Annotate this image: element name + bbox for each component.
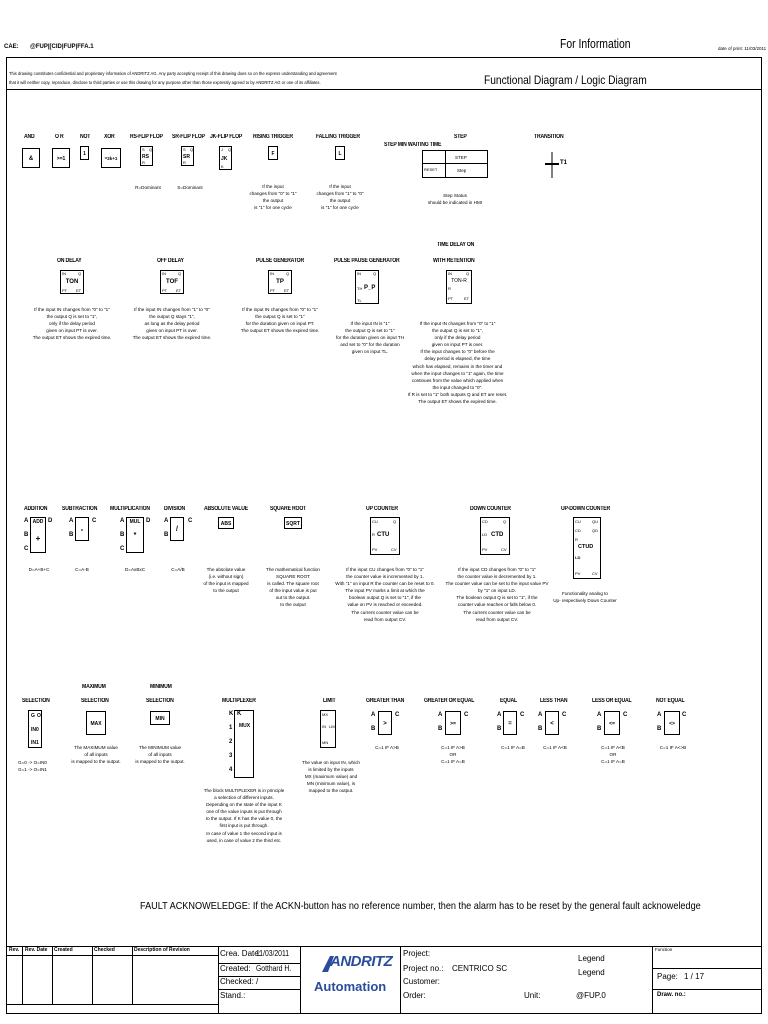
customer-label: Customer:: [403, 977, 440, 986]
square-root-title: SQUARE ROOT: [270, 506, 307, 512]
retention-desc: If the input IN changes from "0" to "1" the output Q is set to "1", only if the delay period given on input PT is over. If the input changes to "0" before the delay period is elapsed, the time which has elapsed, remains in the timer and when the input changes to "1" again, the time continues from the value which applied when the input changed to "0". If R is set to "1" both outputs Q and ET are reset. The output ET shows the expired time.: [407, 321, 508, 405]
limit-block: MX IN LIM MN: [320, 710, 336, 748]
step-symbol: STEP: [455, 155, 467, 160]
ne-block: <>: [664, 711, 680, 735]
eq-eq: C=1 IF A=B: [501, 745, 525, 750]
created-header: Created: [54, 947, 73, 953]
falling-desc: If the input changes from "1" to "0" the output is "1" for one cycle: [316, 184, 364, 211]
sqrt-desc: The mathematical function SQUARE ROOT is called. The square root of the input value is put out to the output. to the output: [266, 567, 320, 608]
up-counter-desc: If the input CU changes from "0" to "1" the counter value is incremented by 1. With "1" on input R the counter can be reset to 0. The input PV marks a limit at which the boolean output Q is set to "1", if the value on PV is reached or exceeded. The current counter value can be read from output CV.: [335, 567, 435, 622]
retention-title-1: TIME DELAY ON: [437, 242, 475, 248]
limit-title: LIMIT: [323, 698, 336, 704]
ton-r-block: IN Q TON-R R PT ET: [446, 270, 472, 304]
transition-title: TRANSITION: [534, 134, 564, 140]
transition-label: T1: [560, 160, 568, 166]
sr-flipflop: [181, 146, 194, 166]
ton-block: IN Q TON PT ET: [60, 270, 84, 294]
add-block: ADD +: [30, 517, 46, 553]
equal-title: EQUAL: [500, 698, 518, 704]
multiplexer-title: MULTIPLEXER: [222, 698, 256, 704]
absolute-value-title: ABSOLUTE VALUE: [204, 506, 249, 512]
not-equal-title: NOT EQUAL: [656, 698, 685, 704]
max-title-2: SELECTION: [81, 698, 109, 704]
sr-flipflop-title: SR-FLIP FLOP: [172, 134, 205, 140]
rev-header: Rev.: [9, 947, 20, 953]
retention-title-2: WITH RETENTION: [433, 258, 475, 264]
max-block: MAX: [86, 711, 106, 735]
checked-header: Checked: [94, 947, 115, 953]
less-equal-title: LESS OR EQUAL: [592, 698, 632, 704]
logo-andritz-text: ANDRITZ: [330, 953, 393, 970]
ctud-block: CU QU CD QD R CTUD LD PV CV: [573, 517, 601, 579]
pin-q: Q: [228, 147, 232, 152]
pulse-pause-title: PULSE PAUSE GENERATOR: [334, 258, 400, 264]
pin-s: S: [142, 147, 145, 152]
pulse-desc: If the input IN changes from "0" to "1" the output Q is set to "1" for the duration given on input PT. The output ET shows the expired time.: [240, 307, 320, 334]
min-desc: The MINIMUM value of all inputs is mapped to the output.: [135, 745, 185, 765]
legend-1: Legend: [578, 954, 605, 963]
step-desc: Step Status should be indicated in HMI: [427, 193, 483, 206]
sub-block: -: [75, 517, 89, 541]
unit-value: @FUP.0: [576, 991, 606, 1000]
print-date: date of print: 11/03/2011: [718, 46, 767, 51]
falling-trigger-title: FALLING TRIGGER: [316, 134, 360, 140]
rs-note: R=Dominant: [135, 185, 161, 190]
jk-symbol: JK: [221, 156, 228, 162]
pulse-generator-title: PULSE GENERATOR: [256, 258, 304, 264]
ge-block: >=: [445, 711, 461, 735]
project-no-label: Project no.:: [403, 964, 444, 973]
diagram-title: Functional Diagram / Logic Diagram: [484, 73, 647, 87]
pin-s: S: [183, 147, 186, 152]
on-delay-desc: If the input IN changes from "0" to "1" the output Q is set to "1", only if the delay period given on input PT is over. The output ET shows the expired time.: [32, 307, 112, 341]
addition-title: ADDITION: [24, 506, 48, 512]
step-block: [422, 150, 488, 178]
down-counter-title: DOWN COUNTER: [470, 506, 511, 512]
or-title: O R: [55, 134, 64, 140]
on-delay-title: ON DELAY: [57, 258, 82, 264]
draw-no-label: Draw. no.:: [657, 992, 686, 998]
xor-gate: =2k+1: [101, 148, 121, 168]
lt-eq: C=1 IF A<B: [543, 745, 567, 750]
title-block-top: [7, 946, 761, 947]
min-title-2: SELECTION: [146, 698, 174, 704]
tof-block: IN Q TOF PT ET: [160, 270, 184, 294]
not-gate: 1: [80, 146, 89, 160]
function-label: Function: [655, 947, 673, 952]
subtraction-title: SUBTRACTION: [62, 506, 98, 512]
rising-trigger-title: RISING TRIGGER: [253, 134, 293, 140]
crea-date-value: 11/03/2011: [256, 949, 290, 958]
abs-desc: The absolute value (i.e. without sign) of the input is mapped to the output: [203, 567, 249, 594]
selection-title: SELECTION: [22, 698, 50, 704]
ne-eq: C=1 IF A<>B: [659, 745, 687, 750]
description-header: Description of Revision: [134, 947, 190, 953]
subtraction-eq: C=A-B: [75, 567, 89, 572]
less-than-title: LESS THAN: [540, 698, 568, 704]
rising-desc: If the input changes from "0" to "1" the output is "1" for one cycle: [249, 184, 297, 211]
up-down-counter-title: UP-DOWN COUNTER: [561, 506, 611, 512]
ge-eq: C=1 IF A>B OR C=1 IF A=B: [441, 745, 465, 765]
confidential-line-2: that it will neither copy, reproduce, disclose to third parties or use this drawing for any purpose other than those expressly agreed to by ANDRITZ AG or one of its affiliates.: [9, 80, 321, 85]
pin-r: R: [142, 160, 145, 165]
step-title: STEP: [454, 134, 467, 140]
div-block: /: [170, 517, 184, 541]
crea-date-label: Crea. Date:: [220, 949, 261, 958]
confidential-line-1: This drawing constitutes confidential and proprietary information of ANDRITZ AG. Any party accepting receipt of this drawing does so on the express understanding and agreement: [9, 71, 337, 76]
pin-j: J: [221, 147, 223, 152]
mux-block: MUX: [234, 710, 254, 778]
limit-desc: The value on input IN, which is limited by the inputs MX (maximum value) and MN (minimum value), is mapped to the output.: [302, 760, 360, 794]
greater-equal-title: GREATER OR EQUAL: [424, 698, 475, 704]
xor-title: XOR: [104, 134, 115, 140]
ctu-block: CU Q R CTU PV CV: [370, 517, 400, 555]
le-block: <=: [604, 711, 620, 735]
or-gate: >=1: [52, 148, 70, 168]
max-desc: The MAXIMUM value of all inputs is mapped to the output.: [71, 745, 121, 765]
sqrt-block: SQRT: [284, 517, 302, 529]
cae-label: CAE:: [4, 44, 19, 50]
legend-2: Legend: [578, 968, 605, 977]
down-counter-desc: If the input CD changes from "0" to "1" the counter value is decremented by 1. The counter value can be set to the input value PV by "1" on input LD. The boolean output Q is set to "1", if the counter value reaches or falls below 0. The current counter value can be read from output CV.: [445, 567, 549, 622]
up-counter-title: UP COUNTER: [366, 506, 398, 512]
rs-flipflop: [140, 146, 153, 166]
header-divider: [7, 89, 761, 90]
up-down-desc: Functionality analog to Up- respectively Down Counter: [553, 591, 617, 604]
pin-r: R: [183, 160, 186, 165]
jk-flipflop-title: JK-FLIP FLOP: [210, 134, 243, 140]
multiplication-eq: D=AxBxC: [124, 567, 146, 572]
gt-block: >: [378, 711, 392, 735]
step-reset: RESET: [424, 167, 438, 172]
mul-block: MUL *: [126, 517, 144, 553]
pin-k: K: [221, 164, 224, 169]
project-label: Project:: [403, 949, 431, 958]
pp-block: IN Q TH P_P TL: [355, 270, 379, 304]
division-title: DIVISION: [164, 506, 186, 512]
step-wait-title: STEP MIN WAITING TIME: [384, 142, 442, 148]
abs-block: ABS: [218, 517, 234, 529]
mux-desc: The block MULTIPLEXER is in principle a selection of different inputs. Depending on the state of the input K one of the value inputs is put through to the output. If K has the value 0, the first input is put through. In case of value 1 the second input is used, in case of value 2 the third etc.: [203, 788, 285, 843]
logo-automation-text: Automation: [314, 979, 387, 994]
addition-eq: D=A+B+C: [28, 567, 50, 572]
min-title-1: MINIMUM: [150, 684, 172, 690]
rs-symbol: RS: [142, 154, 149, 160]
not-title: NOT: [80, 134, 91, 140]
selection-eq: G=0 -> O=IN0 G=1 -> O=IN1: [18, 760, 47, 773]
sel-block: G O IN0 IN1: [28, 710, 42, 748]
created-value: Gotthard H.: [256, 964, 292, 973]
pin-q: Q: [190, 147, 194, 152]
stand-label: Stand.:: [220, 991, 246, 1000]
off-delay-title: OFF DELAY: [157, 258, 184, 264]
falling-trigger: L: [335, 146, 345, 160]
rising-trigger: F: [268, 146, 278, 160]
sr-note: S=Dominant: [177, 185, 203, 190]
lt-block: <: [545, 711, 559, 735]
greater-than-title: GREATER THAN: [366, 698, 405, 704]
tp-block: IN Q TP PT ET: [268, 270, 292, 294]
jk-flipflop: [219, 146, 232, 170]
unit-label: Unit:: [524, 991, 541, 1000]
le-eq: C=1 IF A<B OR C=1 IF A=B: [601, 745, 625, 765]
fault-acknowledge-note: FAULT ACKNOWELEDGE: If the ACKN-button has no reference number, then the alarm has to be reset by the general fault acknoweledge: [140, 900, 701, 912]
pulse-pause-desc: If the input IN is "1" the output Q is set to "1" for the duration given on input TH and set to "0" for the duration given on input TL.: [335, 321, 405, 355]
eq-block: =: [503, 711, 517, 735]
created-label: Created:: [220, 964, 251, 973]
for-information-label: For Information: [560, 36, 631, 51]
pin-q: Q: [149, 147, 153, 152]
multiplication-title: MULTIPLICATION: [110, 506, 150, 512]
sr-symbol: SR: [183, 154, 190, 160]
max-title-1: MAXIMUM: [82, 684, 106, 690]
min-block: MIN: [150, 711, 170, 725]
page-label: Page:: [657, 972, 678, 981]
rev-date-header: Rev. Date: [25, 947, 48, 953]
and-title: AND: [24, 134, 35, 140]
cae-path: @FUP|[CID|FUP|FFA.1: [30, 44, 94, 50]
project-no-value: CENTRICO SC: [452, 964, 508, 973]
ctd-block: CD Q LD CTD PV CV: [480, 517, 510, 555]
rs-flipflop-title: RS-FLIP FLOP: [130, 134, 163, 140]
order-label: Order:: [403, 991, 426, 1000]
gt-eq: C=1 IF A>B: [375, 745, 399, 750]
checked-label: Checked:: [220, 977, 254, 986]
page-value: 1 / 17: [684, 972, 705, 981]
division-eq: C=A/B: [171, 567, 185, 572]
step-label: Step: [457, 168, 467, 173]
checked-value: /: [256, 977, 259, 986]
and-gate: &: [22, 148, 40, 168]
off-delay-desc: If the input IN changes from "1" to "0" the output Q stays "1", as long as the delay period given on input PT is over. The output ET shows the expired time.: [132, 307, 212, 341]
